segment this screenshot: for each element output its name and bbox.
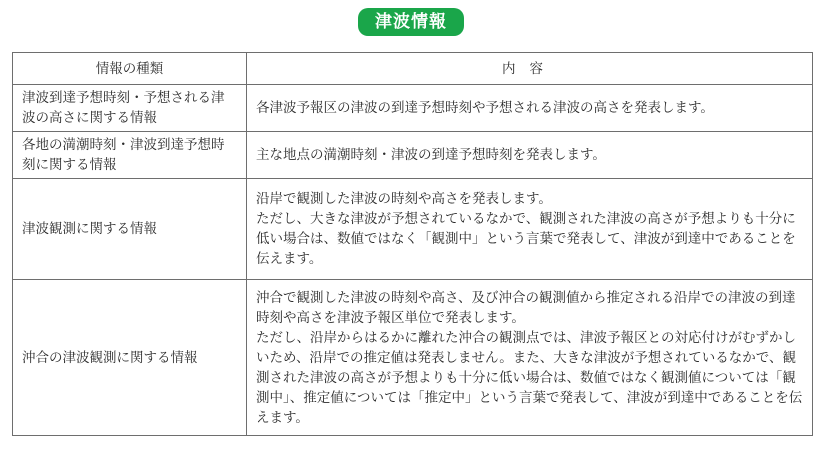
table-row xyxy=(13,280,813,436)
header-info-type: 情報の種類 xyxy=(13,53,247,85)
content-cell xyxy=(247,85,813,132)
content-paragraph: 各津波予報区の津波の到達予想時刻や予想される津波の高さを発表します。 xyxy=(256,100,714,116)
table-row xyxy=(13,179,813,280)
info-type-cell: 津波観測に関する情報 xyxy=(13,179,247,280)
table-row xyxy=(13,132,813,179)
content-paragraph: 主な地点の満潮時刻・津波の到達予想時刻を発表します。 xyxy=(256,147,606,163)
content-cell xyxy=(247,280,813,436)
info-type-cell: 沖合の津波観測に関する情報 xyxy=(13,280,247,436)
header-content-label: 内容 xyxy=(502,60,557,77)
table-row xyxy=(13,85,813,132)
page-title-badge: 津波情報 xyxy=(358,8,464,36)
content-paragraph: ただし、沿岸からはるかに離れた沖合の観測点では、津波予報区との対応付けがむずかしいため、沿岸での推定値は発表しません。また、大きな津波が予想されているなかで、観測された津波の高さが予想よりも十分に低い場合は、数値ではなく観測値については「観測中」、推定値については「推定中」という言葉で発表して、津波が到達中であることを伝えます。 xyxy=(256,329,803,426)
content-cell xyxy=(247,179,813,280)
header-content xyxy=(247,53,813,85)
content-paragraph: 沖合で観測した津波の時刻や高さ、及び沖合の観測値から推定される沿岸での津波の到達時刻や高さを津波予報区単位で発表します。 xyxy=(256,289,796,326)
content-cell xyxy=(247,132,813,179)
content-paragraph: 沿岸で観測した津波の時刻や高さを発表します。 xyxy=(256,191,552,207)
table-header-row xyxy=(13,53,813,85)
info-type-cell: 津波到達予想時刻・予想される津波の高さに関する情報 xyxy=(13,85,247,132)
content-paragraph: ただし、大きな津波が予想されているなかで、観測された津波の高さが予想よりも十分に低い場合は、数値ではなく「観測中」という言葉で発表して、津波が到達中であることを伝えます。 xyxy=(256,211,796,267)
info-type-cell: 各地の満潮時刻・津波到達予想時刻に関する情報 xyxy=(13,132,247,179)
tsunami-info-table xyxy=(12,52,813,436)
